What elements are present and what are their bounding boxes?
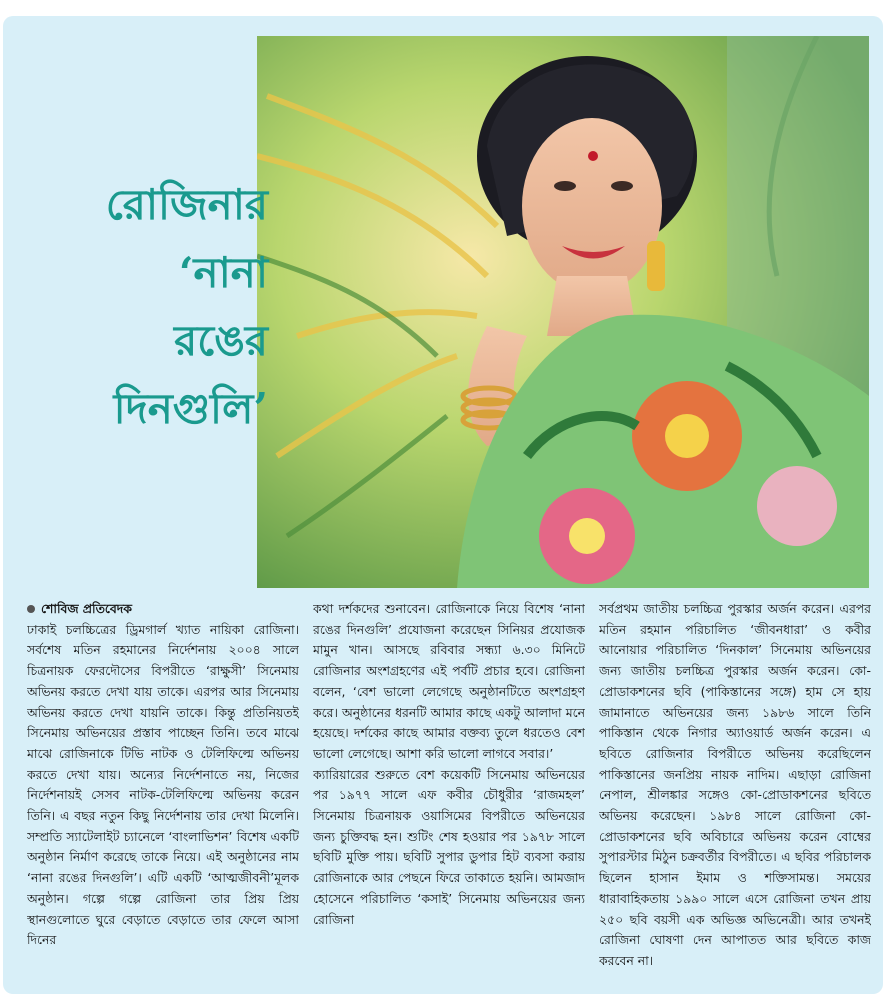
headline-line-2: ‘নানা <box>178 248 268 297</box>
article-column-3 <box>599 599 871 991</box>
headline-line-1: রোজিনার <box>105 180 268 229</box>
headline <box>33 171 268 443</box>
article-column-2 <box>313 599 585 991</box>
headline-line-3: রঙের <box>174 316 268 365</box>
paragraph: ক্যারিয়ারের শুরুতে বেশ কয়েকটি সিনেমায় অভিনয়ের পর ১৯৭৭ সালে এফ কবীর চৌধুরীর ‘রাজমহল’ সিনেমায় চিত্রনায়ক ওয়াসিমের বিপরীতে অভিনয়ের জন্য চুক্তিবদ্ধ হন। শুটিং শেষ হওয়ার পর ১৯৭৮ সালে ছবিটি মুক্তি পায়। ছবিটি সুপার ডুপার হিট ব্যবসা করায় রোজিনাকে আর পেছনে ফিরে তাকাতে হয়নি। আমজাদ হোসেনে পরিচালিত ‘কসাই’ সিনেমায় অভিনয়ের জন্য রোজিনা <box>313 766 585 927</box>
paragraph: সর্বপ্রথম জাতীয় চলচ্চিত্র পুরস্কার অর্জন করেন। এরপর মতিন রহমান পরিচালিত ‘জীবনধারা’ ও কবীর আনোয়ার পরিচালিত ‘দিনকাল’ সিনেমায় অভিনয়ের জন্য জাতীয় চলচ্চিত্র পুরস্কার অর্জন করেন। কো-প্রোডাকশনের ছবি (পাকিস্তানের সঙ্গে) হাম সে হায় জামানাতে অভিনয়ের জন্য ১৯৮৬ সালে তিনি পাকিস্তান থেকে নিগার অ্যাওয়ার্ড অর্জন করেন। এ ছবিতে রোজিনার বিপরীতে অভিনয় করেছিলেন পাকিস্তানের জনপ্রিয় নায়ক নাদিম। এছাড়া রোজিনা নেপাল, শ্রীলঙ্কার সঙ্গেও কো-প্রোডাকশনের ছবিতে অভিনয় করেছেন। ১৯৮৪ সালে রোজিনা কো-প্রোডাকশনের ছবি অবিচারে অভিনয় করেন বোম্বের সুপারস্টার মিঠুন চক্রবর্তীর বিপরীতে। এ ছবির পরিচালক ছিলেন হাসান ইমাম ও শক্তিসামন্ত। সময়ের ধারাবাহিকতায় ১৯৯০ সালে এসে রোজিনা তখন প্রায় ২৫০ ছবি বয়সী এক অভিজ্ঞ অভিনেত্রী। আর তখনই রোজিনা ঘোষণা দেন আপাতত আর ছবিতে কাজ করবেন না। <box>599 601 871 968</box>
paragraph: ঢাকাই চলচ্চিত্রের ড্রিমগার্ল খ্যাত নায়িকা রোজিনা। সর্বশেষ মতিন রহমানের নির্দেশনায় ২০০৪ সালে চিত্রনায়ক ফেরদৌসের বিপরীতে ‘রাক্ষুসী’ সিনেমায় অভিনয় করতে দেখা যায় তাকে। এরপর আর সিনেমায় অভিনয় করতে দেখা যায়নি তাকে। কিন্তু প্রতিনিয়তই সিনেমায় অভিনয়ের প্রস্তাব পাচ্ছেন তিনি। তবে মাঝে মাঝে রোজিনাকে টিভি নাটক ও টেলিফিল্মে অভিনয় করতে দেখা যায়। অন্যের নির্দেশনাতে নয়, নিজের নির্দেশনায়ই সেসব নাটক-টেলিফিল্মে অভিনয় করেন তিনি। এ বছর নতুন কিছু নির্দেশনায় তার দেখা মিলেনি। সম্প্রতি স্যাটেলাইট চ্যানেলে ‘বাংলাভিশন’ বিশেষ একটি অনুষ্ঠান নির্মাণ করেছে তাকে নিয়ে। এই অনুষ্ঠানের নাম ‘নানা রঙের দিনগুলি’। এটি একটি ‘আত্মজীবনী’মূলক অনুষ্ঠান। গল্পে গল্পে রোজিনা তার প্রিয় প্রিয় স্থানগুলোতে ঘুরে বেড়াতে বেড়াতে তার ফেলে আসা দিনের <box>27 621 299 948</box>
article-column-1 <box>27 599 299 991</box>
headline-line-4: দিনগুলি’ <box>113 384 268 433</box>
article-photo <box>257 36 869 588</box>
article-panel <box>3 16 883 994</box>
article-body <box>27 599 873 991</box>
byline-label: শোবিজ প্রতিবেদক <box>41 601 132 616</box>
paragraph: কথা দর্শকদের শুনাবেন। রোজিনাকে নিয়ে বিশেষ ‘নানা রঙের দিনগুলি’ প্রযোজনা করেছেন সিনিয়র প্রযোজক মামুন খান। আসছে রবিবার সন্ধ্যা ৬.৩০ মিনিটে রোজিনার অংশগ্রহণের এই পর্বটি প্রচার হবে। রোজিনা বলেন, ‘বেশ ভালো লেগেছে অনুষ্ঠানটিতে অংশগ্রহণ করে। অনুষ্ঠানের ধরনটি আমার কাছে একটু আলাদা মনে হয়েছে। দর্শকের কাছে আমার বক্তব্য তুলে ধরতেও বেশ ভালো লেগেছে। আশা করি ভালো লাগবে সবার।’ <box>313 601 585 761</box>
bullet-icon <box>27 605 35 613</box>
portrait-image <box>257 36 869 588</box>
byline <box>27 599 299 620</box>
